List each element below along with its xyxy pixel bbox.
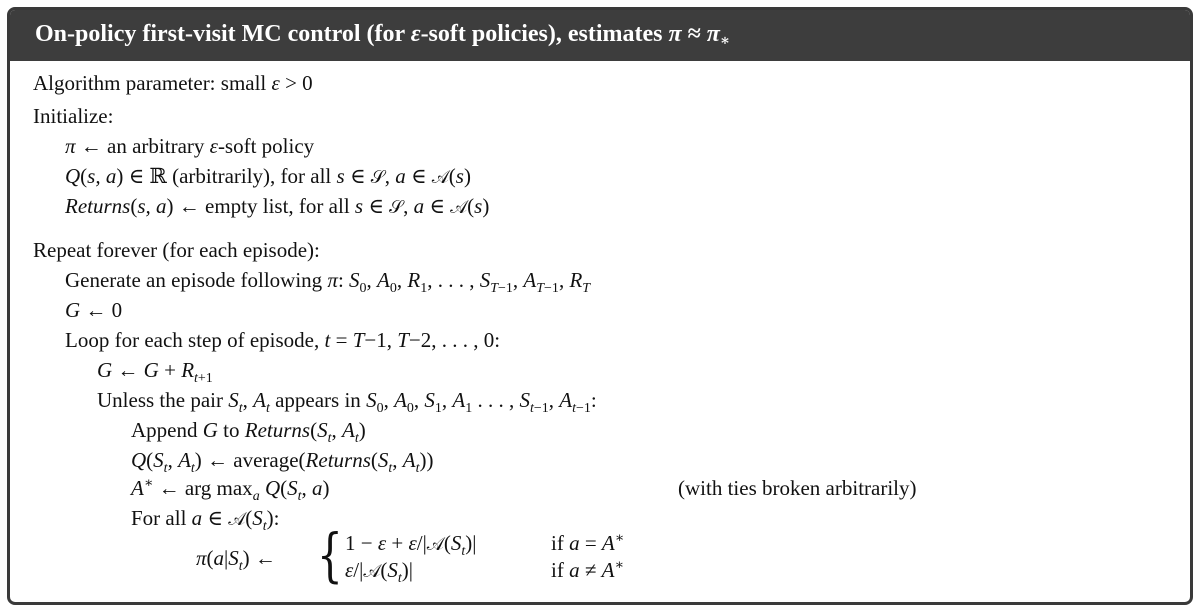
case-other-value: $\varepsilon/|𝒜(S_t)|$: [345, 558, 413, 586]
parameter-line: Algorithm parameter: small ε > 0: [33, 71, 313, 95]
repeat-label: Repeat forever (for each episode):: [33, 238, 320, 262]
policy-update-lhs: $\pi(a|S_t)$ ←: [196, 546, 276, 574]
algorithm-header: [10, 10, 1190, 61]
algorithm-title: On-policy first-visit MC control (for ε-soft policies), estimates $\pi \approx \pi_∗$: [35, 21, 731, 49]
initialize-label: Initialize:: [33, 104, 114, 128]
generate-episode-line: Generate an episode following π: $S_0$, $A_0$, $R_1$, . . . , $S_{T-1}$, $A_{T-1}$, $R_T$: [65, 268, 591, 296]
init-q-line: Q(s, a) ∈ ℝ (arbitrarily), for all s ∈ 𝒮, a ∈ 𝒜(s): [65, 164, 471, 188]
g-init-line: G ← 0: [65, 298, 123, 322]
unless-line: Unless the pair $S_t$, $A_t$ appears in $S_0$, $A_0$, $S_1$, $A_1$ . . . , $S_{t-1}$, $A_{t-1}$:: [97, 388, 597, 416]
init-policy-line: π ← an arbitrary ε-soft policy: [65, 134, 315, 158]
argmax-line: A∗ ← arg $\max_a Q(S_t$, a): [131, 476, 330, 504]
case-greedy-condition: if a = A∗: [551, 531, 625, 555]
loop-steps-line: Loop for each step of episode, t = T−1, T−2, . . . , 0:: [65, 328, 501, 352]
for-all-line: For all a ∈ $𝒜(S_t)$:: [131, 506, 280, 534]
cases-brace: {: [317, 521, 343, 589]
g-update-line: G ← $G + R_{t+1}$: [97, 358, 213, 386]
case-other-condition: if a ≠ A∗: [551, 558, 624, 582]
q-average-line: $Q(S_t$, $A_t$) ← $average(Returns(S_t$, $A_t$)): [131, 448, 434, 476]
ties-note: (with ties broken arbitrarily): [678, 476, 917, 500]
init-returns-line: Returns(s, a) ← empty list, for all s ∈ 𝒮, a ∈ 𝒜(s): [65, 194, 490, 218]
case-greedy-value: $1 - \varepsilon + \varepsilon/|𝒜(S_t)|$: [345, 531, 477, 559]
append-line: Append G to $Returns(S_t$, $A_t$): [131, 418, 366, 446]
